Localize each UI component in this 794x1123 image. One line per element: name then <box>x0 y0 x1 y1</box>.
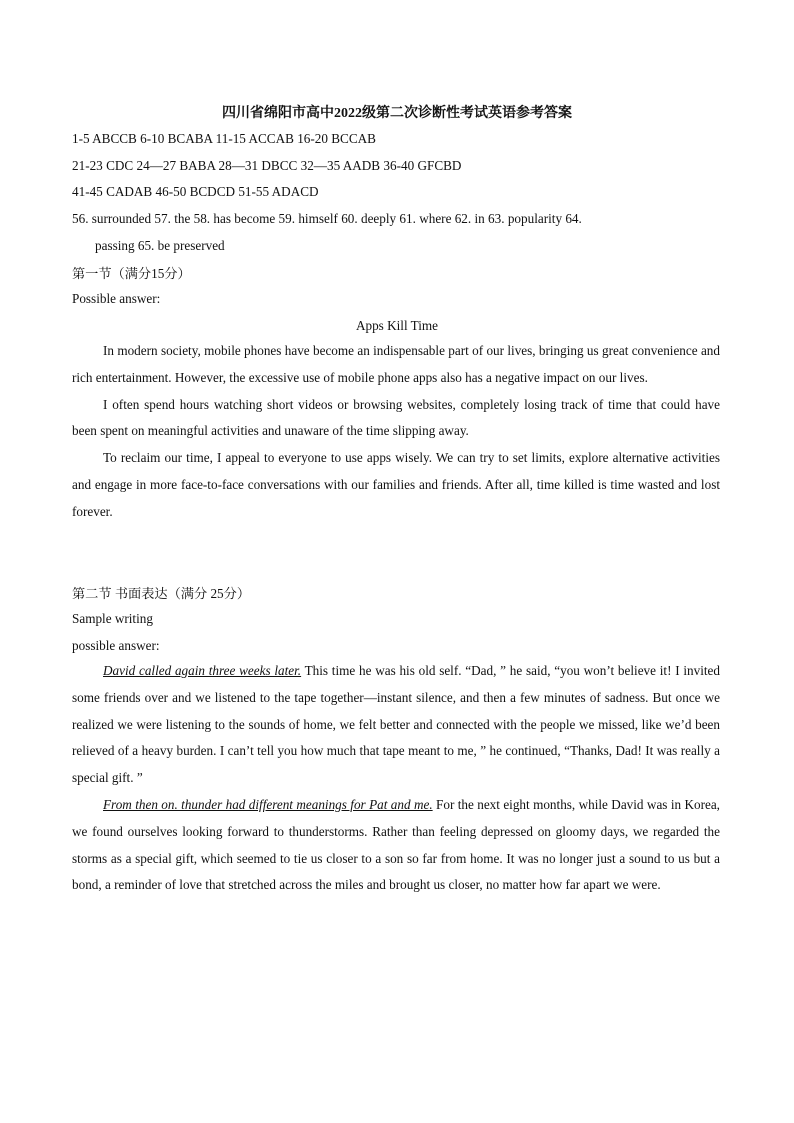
section2-essay <box>72 658 720 899</box>
section2-label-sample: Sample writing <box>72 611 153 626</box>
section1-essay <box>72 338 720 526</box>
document-title: 四川省绵阳市高中2022级第二次诊断性考试英语参考答案 <box>222 106 572 121</box>
section2-heading: 第二节 书面表达（满分 25分） <box>72 586 251 601</box>
continuation-paragraph-2 <box>72 792 720 899</box>
paragraph-2-body: For the next eight months, while David was in Korea, we found ourselves looking forward to thunderstorms. Rather than feeling depressed on gloomy days, we regarded the storms as a special gift, which seemed to tie us closer to a son so far from home. It was no longer just a sound to us but a bond, a reminder of love that stretched across the miles and brought us closer, no matter how far apart we were. <box>72 796 720 893</box>
answer-line-4: 56. surrounded 57. the 58. has become 59. himself 60. deeply 61. where 62. in 63. popularity 64. <box>72 211 582 226</box>
given-opening-sentence-1: David called again three weeks later. <box>103 663 302 678</box>
paragraph-1-body: This time he was his old self. “Dad, ” he said, “you won’t believe it! I invited some friends over and we listened to the tape together—instant silence, and then a few minutes of sadness. But once we realized we were listening to the sounds of home, we felt better and connected with the people we missed, like we’d been relieved of a heavy burden. I can’t tell you how much that tape meant to me, ” he continued, “Thanks, Dad! It was really a special gift. ” <box>72 663 720 786</box>
answer-line-5: passing 65. be preserved <box>95 238 225 253</box>
essay-title: Apps Kill Time <box>355 318 439 333</box>
section1-label: Possible answer: <box>72 291 161 306</box>
essay-paragraph: In modern society, mobile phones have become an indispensable part of our lives, bringing us great convenience and rich entertainment. However, the excessive use of mobile phone apps also has a negative impact on our lives. <box>72 343 720 385</box>
essay-paragraph: To reclaim our time, I appeal to everyone to use apps wisely. We can try to set limits, explore alternative activities and engage in more face-to-face conversations with our families and friends. After all, time killed is time wasted and lost forever. <box>72 450 720 519</box>
essay-paragraph: I often spend hours watching short videos or browsing websites, completely losing track of time that could have been spent on meaningful activities and unaware of the time slipping away. <box>72 396 720 439</box>
answer-line-2: 21-23 CDC 24—27 BABA 28—31 DBCC 32—35 AADB 36-40 GFCBD <box>72 158 462 173</box>
section2-label-answer: possible answer: <box>72 638 160 653</box>
given-opening-sentence-2: From then on. thunder had different meanings for Pat and me. <box>103 796 433 812</box>
continuation-paragraph-1 <box>72 658 720 792</box>
answer-line-1: 1-5 ABCCB 6-10 BCABA 11-15 ACCAB 16-20 BCCAB <box>72 131 376 146</box>
section1-heading: 第一节（满分15分） <box>72 266 191 281</box>
answer-line-3: 41-45 CADAB 46-50 BCDCD 51-55 ADACD <box>72 184 319 199</box>
